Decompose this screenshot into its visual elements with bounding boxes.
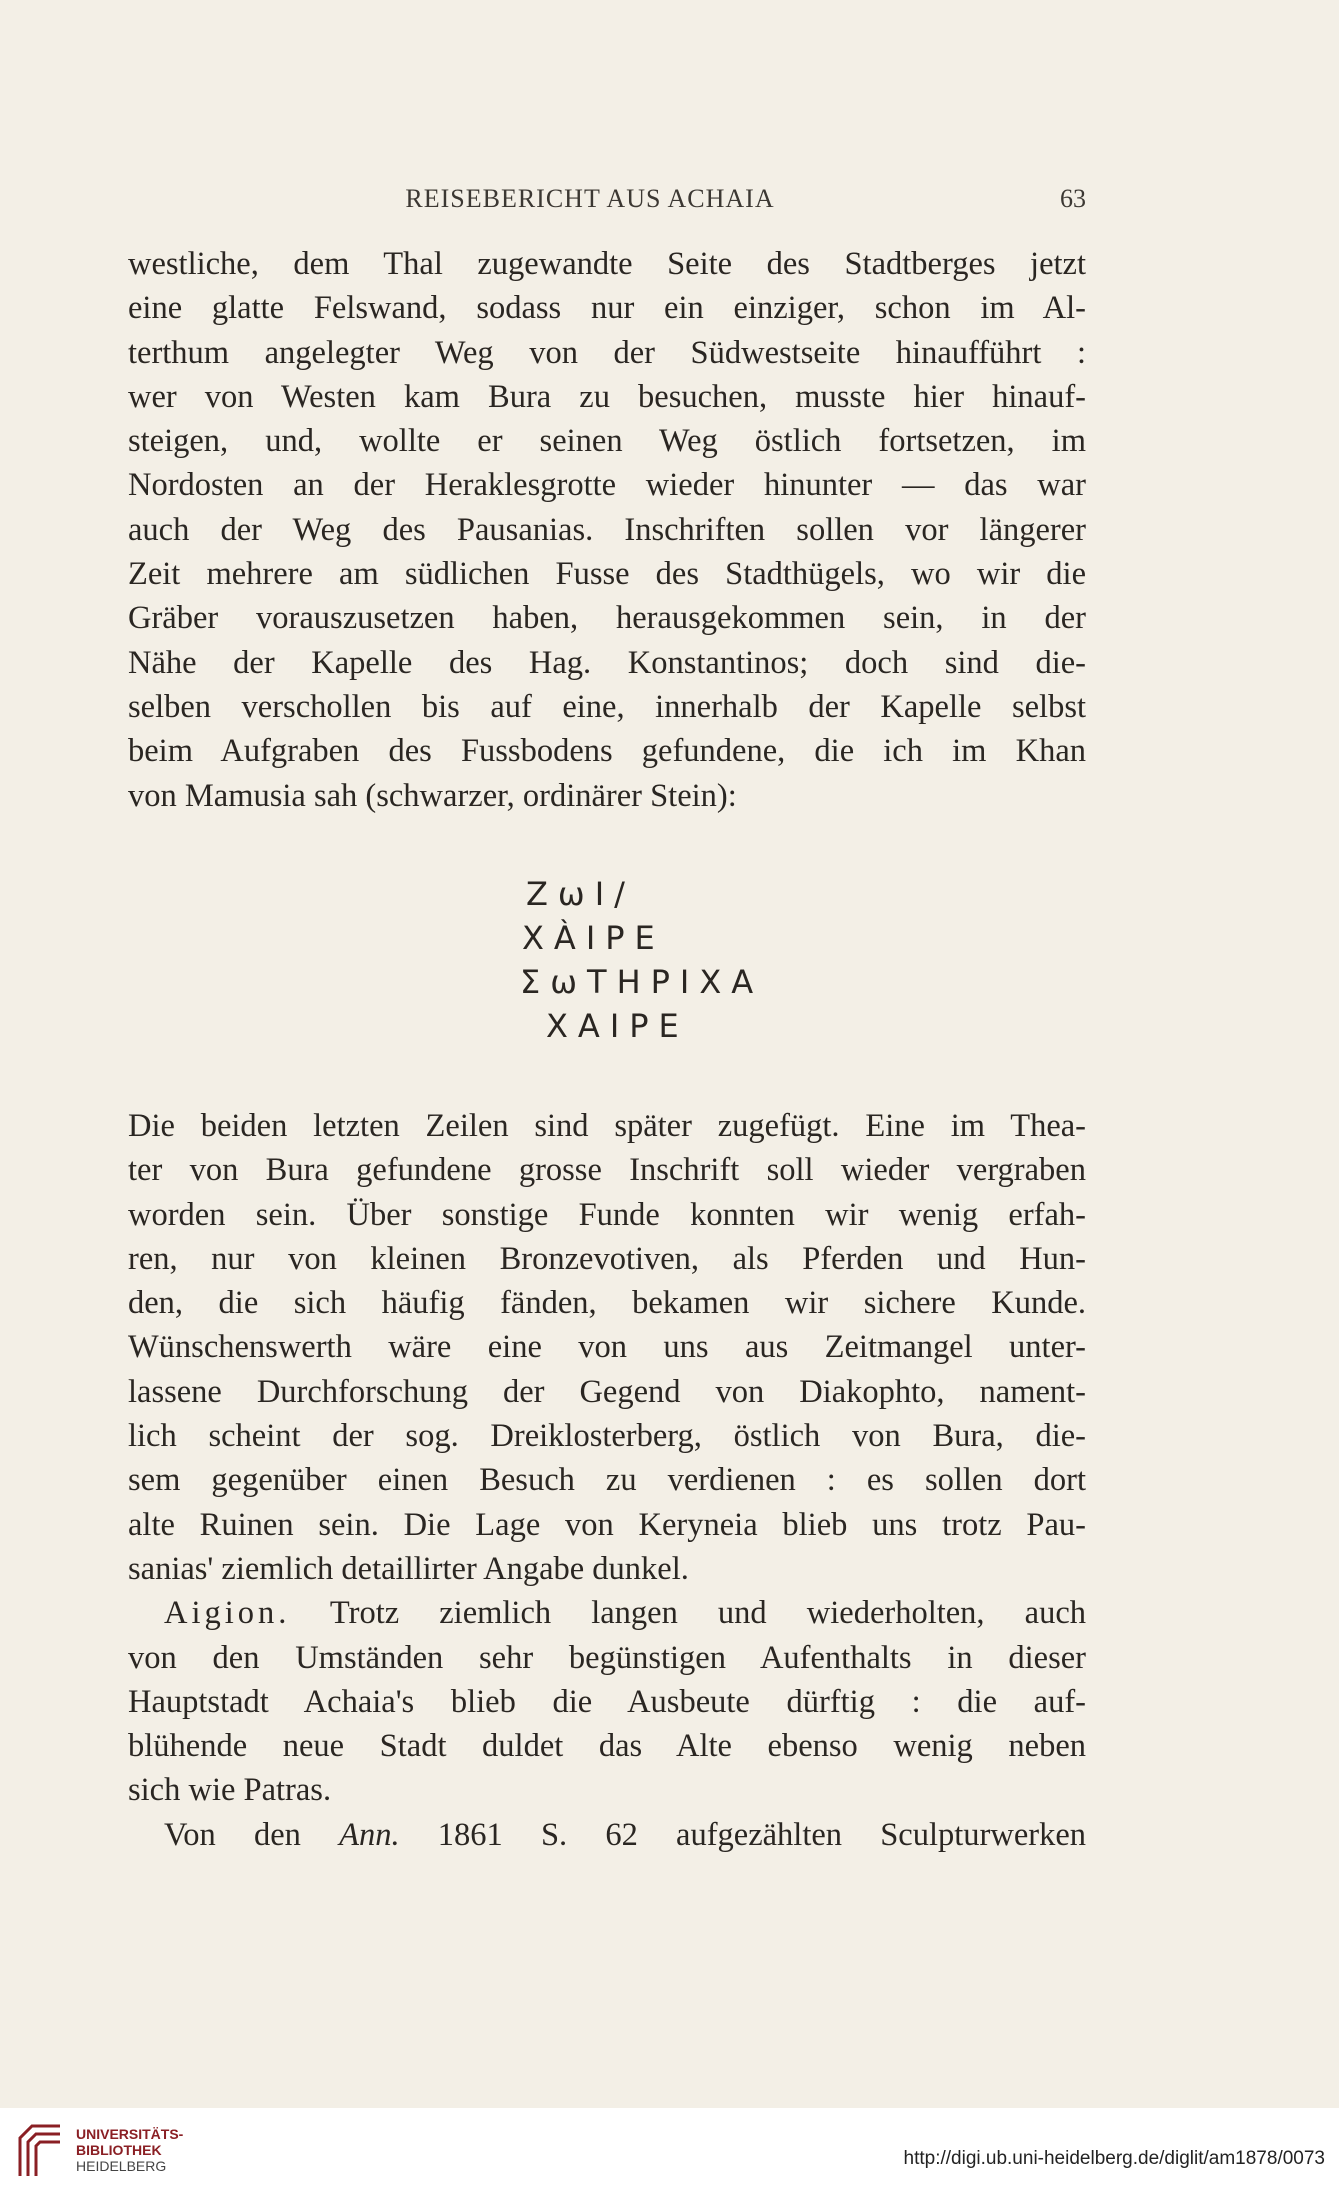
inscription-line: ΣωΤΗΡΙΧΑ (520, 963, 764, 1001)
text-line: lich scheint der sog. Dreiklosterberg, östlich von Bura, die- (128, 1418, 1086, 1455)
text-line: terthum angelegter Weg von der Südwestseite hinaufführt : (128, 334, 1086, 371)
library-name (76, 2126, 183, 2174)
library-name-line: BIBLIOTHEK (76, 2142, 162, 2158)
library-name-line: HEIDELBERG (76, 2158, 167, 2174)
inscription-line: ΧΑΙΡΕ (546, 1007, 689, 1045)
text-line: worden sein. Über sonstige Funde konnten wir wenig erfah- (128, 1196, 1086, 1233)
text-line: Nordosten an der Heraklesgrotte wieder hinunter — das war (128, 467, 1086, 504)
italic-abbreviation: Ann. (339, 1816, 400, 1853)
library-name-line: UNIVERSITÄTS- (76, 2126, 184, 2142)
inscription-line: XÀIPE (522, 919, 665, 957)
text-line: beim Aufgraben des Fussbodens gefundene, die ich im Khan (128, 733, 1086, 770)
text-line: von den Umständen sehr begünstigen Aufenthalts in dieser (128, 1639, 1086, 1676)
permalink-url[interactable]: http://digi.ub.uni-heidelberg.de/diglit/am1878/0073 (903, 2148, 1325, 2169)
text-line: eine glatte Felswand, sodass nur ein einziger, schon im Al- (128, 290, 1086, 327)
text-line: Hauptstadt Achaia's blieb die Ausbeute dürftig : die auf- (128, 1683, 1086, 1720)
text-line: Wünschenswerth wäre eine von uns aus Zeitmangel unter- (128, 1329, 1086, 1366)
paragraph-3-first-line (128, 1591, 1086, 1635)
text-line: Zeit mehrere am südlichen Fusse des Stadthügels, wo wir die (128, 556, 1086, 593)
text-line: ter von Bura gefundene grosse Inschrift soll wieder vergraben (128, 1152, 1086, 1189)
text-line: wer von Westen kam Bura zu besuchen, musste hier hinauf- (128, 378, 1086, 415)
paragraph-2 (128, 1104, 1086, 1857)
text-line: sem gegenüber einen Besuch zu verdienen : es sollen dort (128, 1462, 1086, 1499)
text-line: auch der Weg des Pausanias. Inschriften sollen vor längerer (128, 511, 1086, 548)
library-logo-icon (14, 2118, 66, 2180)
text-line: lassene Durchforschung der Gegend von Diakophto, nament- (128, 1373, 1086, 1410)
text-line: von Mamusia sah (schwarzer, ordinärer Stein): (128, 777, 737, 814)
paragraph-4-first-line (128, 1813, 1086, 1857)
text-line: selben verschollen bis auf eine, innerhalb der Kapelle selbst (128, 688, 1086, 725)
text-line: den, die sich häufig fänden, bekamen wir sichere Kunde. (128, 1285, 1086, 1322)
text-line: blühende neue Stadt duldet das Alte ebenso wenig neben (128, 1728, 1086, 1765)
greek-inscription (440, 872, 860, 1048)
text-line: Die beiden letzten Zeilen sind später zugefügt. Eine im Thea- (128, 1108, 1086, 1144)
inscription-line: ZωI/ (526, 875, 635, 913)
text-run: Trotz ziemlich langen und wiederholten, auch (290, 1595, 1086, 1632)
section-heading-aigion: Aigion. (164, 1595, 291, 1632)
text-line: sich wie Patras. (128, 1772, 332, 1809)
text-line: Nähe der Kapelle des Hag. Konstantinos; doch sind die- (128, 644, 1086, 681)
text-run: Von den (164, 1816, 340, 1853)
text-line: steigen, und, wollte er seinen Weg östlich fortsetzen, im (128, 423, 1086, 460)
text-line: westliche, dem Thal zugewandte Seite des Stadtberges jetzt (128, 246, 1086, 282)
paragraph-1 (128, 242, 1086, 818)
text-line: Gräber vorauszusetzen haben, herausgekommen sein, in der (128, 600, 1086, 637)
text-run: 1861 S. 62 aufgezählten Sculpturwerken (399, 1816, 1086, 1853)
text-line: sanias' ziemlich detaillirter Angabe dunkel. (128, 1550, 689, 1587)
text-line: alte Ruinen sein. Die Lage von Keryneia blieb uns trotz Pau- (128, 1506, 1086, 1543)
page-number: 63 (1060, 184, 1086, 213)
running-head: REISEBERICHT AUS ACHAIA (405, 184, 775, 213)
text-line: ren, nur von kleinen Bronzevotiven, als Pferden und Hun- (128, 1240, 1086, 1277)
